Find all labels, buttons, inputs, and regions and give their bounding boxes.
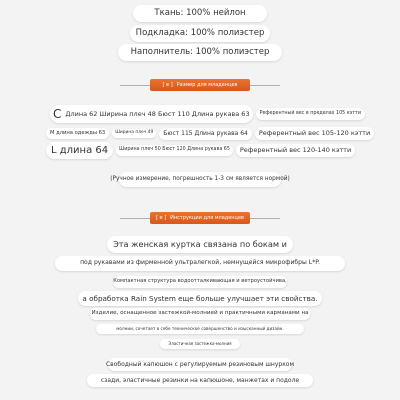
size-c-letter: C bbox=[53, 107, 62, 121]
measurement-note: (Ручное измерение, погрешность 1-3 см является нормой) bbox=[119, 172, 281, 187]
instructions-banner-mark: [ e ] bbox=[156, 215, 167, 221]
instruction-line-1: Эта женская куртка связана по бокам и bbox=[107, 236, 293, 253]
size-m-weight: Референтный вес 105-120 кэтти bbox=[255, 127, 374, 140]
size-row-l bbox=[46, 142, 355, 159]
size-l-measurements: Ширина плеч 50 Бюст 120 Длина рукава 65 bbox=[116, 145, 233, 156]
size-c-label bbox=[50, 105, 253, 123]
size-m-shoulder: Ширина плеч 49 bbox=[112, 129, 156, 138]
fabric-label: Ткань: 100% нейлон bbox=[133, 5, 267, 22]
instruction-line-6: молнии, сочетает в себе техническое совершенство и изысканный дизайн. bbox=[96, 324, 304, 334]
instructions-banner-title: Инструкции для младенцев bbox=[170, 215, 244, 221]
instructions-line-right bbox=[250, 218, 280, 219]
instruction-line-8: Свободный капюшон с регулируемым резиновым шнурком bbox=[108, 358, 292, 371]
size-m-length: M длина одежды 63 bbox=[46, 128, 109, 139]
size-m-bust-sleeve: Бюст 115 Длина рукава 64 bbox=[159, 128, 252, 140]
instruction-line-4: а обработка Rain System еще больше улучшает эти свойства. bbox=[78, 291, 322, 306]
instruction-line-2: под рукавами из фирменной ультралегкой, немнущейся микрофибры L*P. bbox=[55, 256, 345, 271]
size-c-weight: Референтный вес в пределах 105 кэтти bbox=[256, 108, 365, 120]
instruction-line-3: Компактная структура водоотталкивающая и ветроустойчива, bbox=[113, 276, 287, 288]
banner-line-right bbox=[250, 85, 280, 86]
size-c-measurements: Длина 62 Ширина плеч 48 Бюст 110 Длина рукава 63 bbox=[65, 109, 250, 118]
size-row-c bbox=[50, 105, 365, 123]
size-banner bbox=[150, 79, 250, 91]
size-banner-title: Размер для младенцев bbox=[176, 82, 238, 88]
banner-mark: [ e ] bbox=[162, 82, 173, 88]
size-l-weight: Референтный вес 120-140 кэтти bbox=[236, 144, 355, 157]
instructions-banner bbox=[150, 212, 250, 224]
instruction-line-7: Эластичная застежка-молния bbox=[160, 339, 240, 349]
instruction-line-9: сзади, эластичные резинки на капюшоне, манжетах и подоле bbox=[87, 374, 313, 387]
banner-line-left bbox=[120, 85, 150, 86]
instruction-line-5: Изделие, оснащенное застежкой-молнией и практичными карманами на bbox=[90, 308, 310, 320]
size-row-m bbox=[46, 127, 374, 140]
instructions-line-left bbox=[120, 218, 150, 219]
size-l-label: L длина 64 bbox=[46, 142, 113, 159]
filling-label: Наполнитель: 100% полиэстер bbox=[118, 44, 282, 61]
lining-label: Подкладка: 100% полиэстер bbox=[130, 25, 270, 42]
